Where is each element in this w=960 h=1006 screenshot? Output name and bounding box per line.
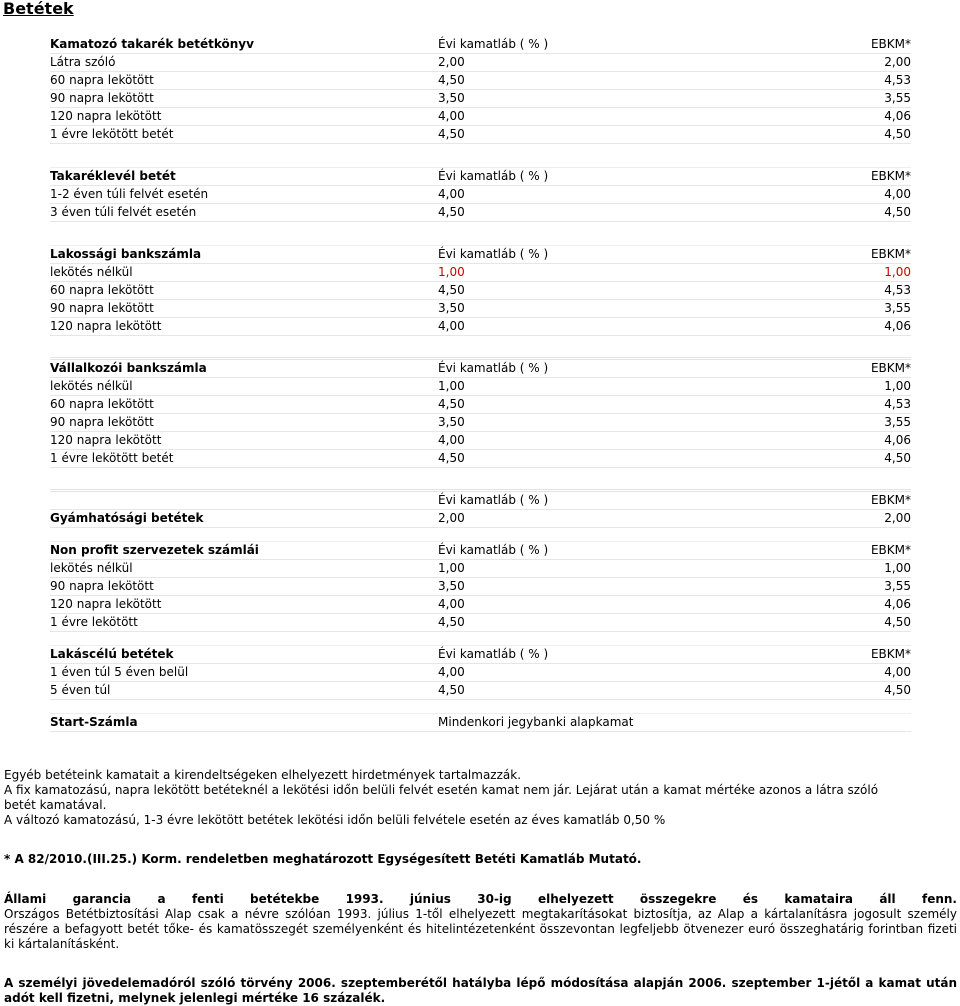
row-ebkm: 3,55: [884, 91, 911, 105]
row-ebkm: 3,55: [884, 301, 911, 315]
table-row: [50, 300, 911, 318]
rate-header: Évi kamatláb ( % ): [438, 647, 549, 661]
row-label: 120 napra lekötött: [50, 319, 162, 333]
section-header: [50, 36, 911, 54]
row-ebkm: 3,55: [884, 579, 911, 593]
row-label: Látra szóló: [50, 55, 116, 69]
row-label: 1 évre lekötött betét: [50, 127, 174, 141]
table-row: [50, 450, 911, 468]
row-rate: 3,50: [438, 301, 465, 315]
row-label: 1 évre lekötött betét: [50, 451, 174, 465]
section-spacer: [50, 632, 911, 646]
row-rate: 4,00: [438, 433, 465, 447]
ebkm-header: EBKM*: [870, 247, 911, 261]
row-ebkm: 4,50: [884, 205, 911, 219]
rate-header: Évi kamatláb ( % ): [438, 247, 549, 261]
ebkm-header: EBKM*: [870, 543, 911, 557]
row-label: lekötés nélkül: [50, 379, 133, 393]
table-row: [50, 204, 911, 222]
row-rate: 4,00: [438, 187, 465, 201]
row-label: 90 napra lekötött: [50, 579, 154, 593]
row-ebkm: 2,00: [884, 511, 911, 525]
section-header: [50, 246, 911, 264]
row-rate: 4,50: [438, 283, 465, 297]
row-rate: 4,50: [438, 615, 465, 629]
note-line: Egyéb betéteink kamatait a kirendeltségeken elhelyezett hirdetmények tartalmazzák.: [4, 768, 522, 782]
row-rate: 4,00: [438, 319, 465, 333]
tax-notes: [4, 976, 957, 1006]
table-row: [50, 54, 911, 72]
row-ebkm: 4,50: [884, 451, 911, 465]
row-rate: 4,50: [438, 73, 465, 87]
row-label: 90 napra lekötött: [50, 91, 154, 105]
section-header: [50, 714, 911, 732]
section-title: Kamatozó takarék betétkönyv: [50, 37, 254, 51]
section-start-account: [50, 714, 911, 732]
ebkm-footnote-text: * A 82/2010.(III.25.) Korm. rendeletben meghatározott Egységesített Betéti Kamatláb Mutató.: [4, 852, 642, 866]
row-rate: 3,50: [438, 91, 465, 105]
section-title: Non profit szervezetek számlái: [50, 543, 259, 557]
table-row: [50, 396, 911, 414]
row-ebkm: 4,50: [884, 127, 911, 141]
row-ebkm: 1,00: [884, 379, 911, 393]
section-savings-letter: [50, 168, 911, 222]
table-row: [50, 664, 911, 682]
table-row: [50, 682, 911, 700]
row-label: 3 éven túli felvét esetén: [50, 205, 197, 219]
row-ebkm: 4,53: [884, 73, 911, 87]
row-rate: 4,50: [438, 127, 465, 141]
row-ebkm: 1,00: [884, 265, 911, 279]
section-header: [50, 168, 911, 186]
section-business-account: [50, 360, 911, 468]
section-title: Gyámhatósági betétek: [50, 511, 204, 525]
section-housing: [50, 646, 911, 700]
note-line: A fix kamatozású, napra lekötött betéteknél a lekötési időn belüli felvét esetén kamat nem jár. Lejárat után a kamat mértéke azonos a látra szóló betét kamatával.: [4, 783, 879, 812]
row-rate: 4,50: [438, 205, 465, 219]
section-title: Lakáscélú betétek: [50, 647, 174, 661]
row-ebkm: 4,50: [884, 615, 911, 629]
rate-header: Évi kamatláb ( % ): [438, 543, 549, 557]
row-rate: 1,00: [438, 379, 465, 393]
table-row: [50, 126, 911, 144]
section-nonprofit: [50, 542, 911, 632]
section-title: Lakossági bankszámla: [50, 247, 202, 261]
section-spacer: [50, 700, 911, 714]
guarantee-notes: [4, 892, 957, 952]
row-rate: 4,50: [438, 397, 465, 411]
row-label: 1 évre lekötött: [50, 615, 138, 629]
ebkm-header: EBKM*: [870, 647, 911, 661]
section-guardianship: [50, 492, 911, 528]
rate-header: Évi kamatláb ( % ): [438, 169, 549, 183]
section-title: Start-Számla: [50, 715, 138, 729]
row-label: 5 éven túl: [50, 683, 111, 697]
rates-table: [50, 36, 911, 732]
ebkm-header: EBKM*: [870, 361, 911, 375]
section-spacer: [50, 468, 911, 492]
start-account-note: Mindenkori jegybanki alapkamat: [438, 715, 634, 729]
section-retail-account: [50, 246, 911, 336]
ebkm-header: EBKM*: [870, 493, 911, 507]
row-rate: 4,50: [438, 451, 465, 465]
table-row: [50, 596, 911, 614]
section-spacer: [50, 336, 911, 360]
row-rate: 3,50: [438, 579, 465, 593]
row-ebkm: 4,06: [884, 433, 911, 447]
row-label: 1-2 éven túli felvét esetén: [50, 187, 209, 201]
table-row: [50, 282, 911, 300]
section-header: [50, 492, 911, 510]
table-row: [50, 72, 911, 90]
row-ebkm: 4,06: [884, 109, 911, 123]
row-label: 90 napra lekötött: [50, 301, 154, 315]
row-label: 1 éven túl 5 éven belül: [50, 665, 189, 679]
section-spacer: [50, 222, 911, 246]
section-header: [50, 542, 911, 560]
row-label: 120 napra lekötött: [50, 109, 162, 123]
section-spacer: [50, 528, 911, 542]
rate-header: Évi kamatláb ( % ): [438, 493, 549, 507]
general-notes: [4, 768, 912, 828]
row-label: lekötés nélkül: [50, 265, 133, 279]
section-savings-book: [50, 36, 911, 144]
row-ebkm: 4,50: [884, 683, 911, 697]
table-row: [50, 614, 911, 632]
table-row: [50, 264, 911, 282]
row-rate: 4,00: [438, 109, 465, 123]
row-rate: 2,00: [438, 511, 465, 525]
page-title: Betétek: [3, 0, 74, 18]
row-rate: 1,00: [438, 561, 465, 575]
table-row: [50, 510, 911, 528]
row-label: 60 napra lekötött: [50, 283, 154, 297]
row-ebkm: 4,53: [884, 397, 911, 411]
table-row: [50, 560, 911, 578]
table-row: [50, 432, 911, 450]
row-ebkm: 2,00: [884, 55, 911, 69]
row-rate: 2,00: [438, 55, 465, 69]
row-ebkm: 4,06: [884, 319, 911, 333]
rate-header: Évi kamatláb ( % ): [438, 361, 549, 375]
table-row: [50, 414, 911, 432]
tax-text: A személyi jövedelemadóról szóló törvény 2006. szeptemberétől hatályba lépő módosítása alapján 2006. szeptember 1-jétől a kamat után adót kell fizetni, melynek jelenlegi mértéke 16 százalék.: [4, 976, 957, 1005]
row-rate: 4,00: [438, 597, 465, 611]
row-ebkm: 3,55: [884, 415, 911, 429]
table-row: [50, 378, 911, 396]
table-row: [50, 578, 911, 596]
guarantee-bold-line: Állami garancia a fenti betétekbe 1993. június 30-ig elhelyezett összegekre és kamataira áll fenn.: [4, 892, 957, 906]
row-rate: 1,00: [438, 265, 465, 279]
row-ebkm: 4,53: [884, 283, 911, 297]
row-rate: 3,50: [438, 415, 465, 429]
section-spacer: [50, 144, 911, 168]
table-row: [50, 90, 911, 108]
table-row: [50, 108, 911, 126]
ebkm-header: EBKM*: [870, 37, 911, 51]
row-rate: 4,00: [438, 665, 465, 679]
ebkm-footnote: [4, 852, 912, 867]
table-row: [50, 186, 911, 204]
row-label: 120 napra lekötött: [50, 433, 162, 447]
row-label: 60 napra lekötött: [50, 73, 154, 87]
row-ebkm: 4,00: [884, 665, 911, 679]
section-header: [50, 646, 911, 664]
section-title: Vállalkozói bankszámla: [50, 361, 207, 375]
row-label: 120 napra lekötött: [50, 597, 162, 611]
row-label: lekötés nélkül: [50, 561, 133, 575]
row-label: 60 napra lekötött: [50, 397, 154, 411]
row-ebkm: 4,06: [884, 597, 911, 611]
note-line: A változó kamatozású, 1-3 évre lekötött betétek lekötési időn belüli felvétele esetén az éves kamatláb 0,50 %: [4, 813, 666, 827]
rate-header: Évi kamatláb ( % ): [438, 37, 549, 51]
row-ebkm: 4,00: [884, 187, 911, 201]
row-label: 90 napra lekötött: [50, 415, 154, 429]
section-header: [50, 360, 911, 378]
guarantee-text: Országos Betétbiztosítási Alap csak a névre szólóan 1993. július 1-től elhelyezett megtakarításokat biztosítja, az Alap a kártalanításra jogosult személy részére a befagyott betét tőke- és kamatösszegét személyenként és hitelintézetenként összevontan legfeljebb ötvenezer euró összeghatárig forintban fizeti ki kártalanításként.: [4, 907, 957, 951]
row-ebkm: 1,00: [884, 561, 911, 575]
section-title: Takaréklevél betét: [50, 169, 176, 183]
table-row: [50, 318, 911, 336]
ebkm-header: EBKM*: [870, 169, 911, 183]
row-rate: 4,50: [438, 683, 465, 697]
